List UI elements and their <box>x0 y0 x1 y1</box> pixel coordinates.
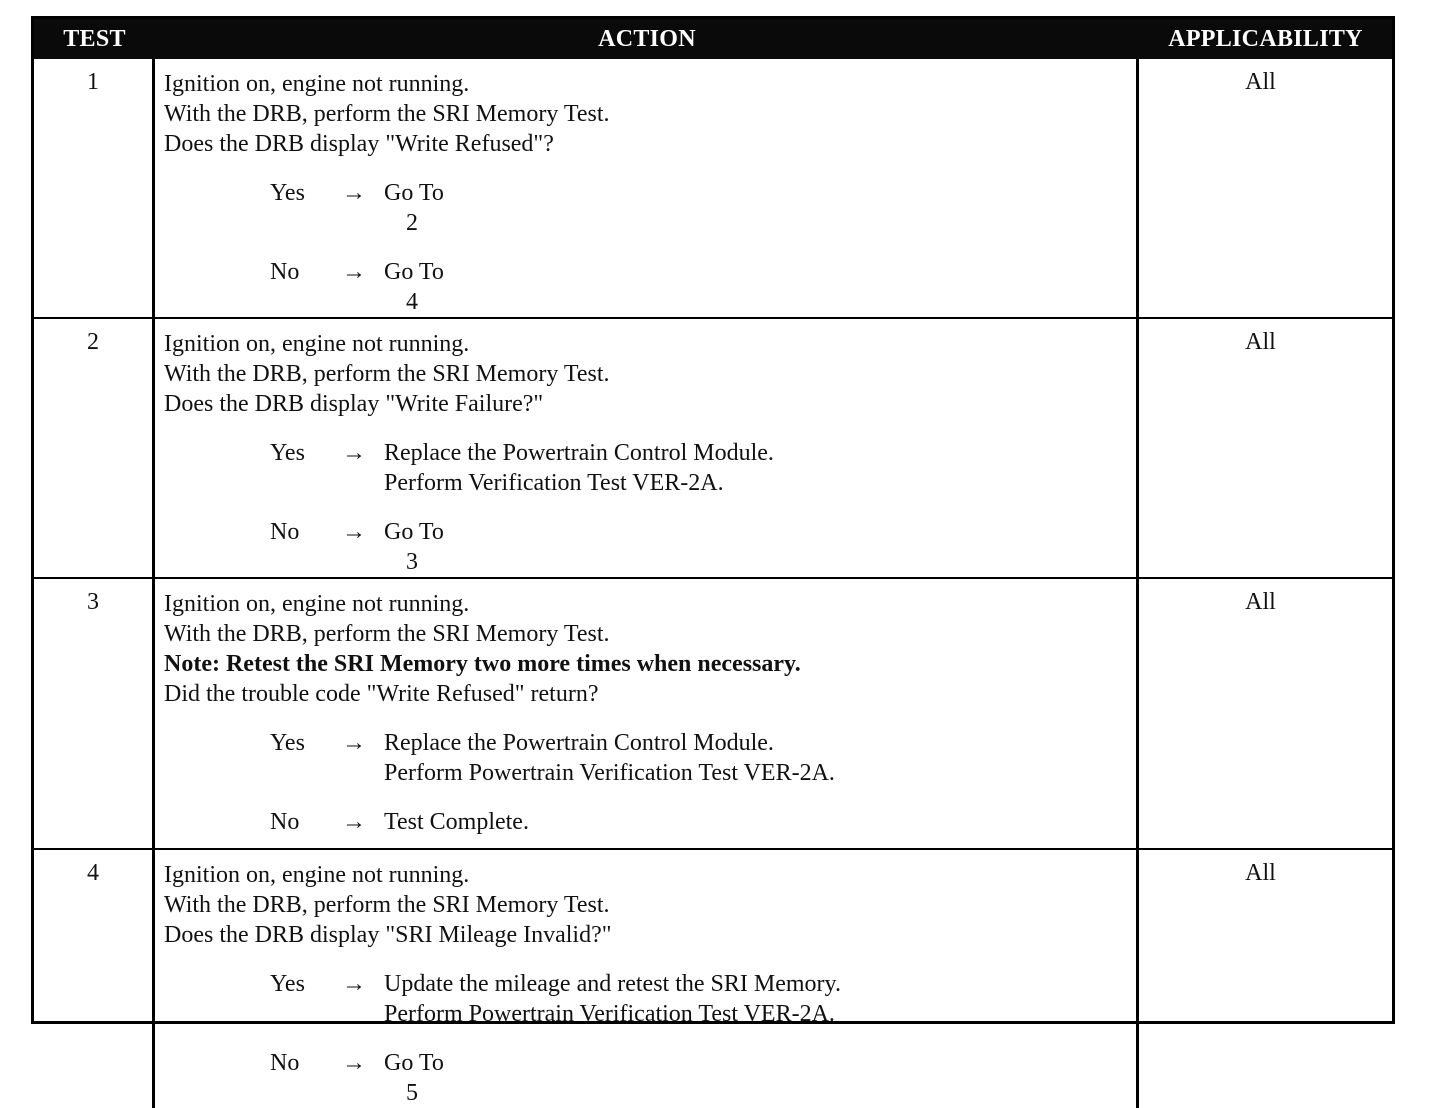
right-arrow-icon: → <box>342 1050 366 1076</box>
no-label: No <box>270 259 300 285</box>
no-label: No <box>270 519 300 545</box>
test-number: 4 <box>34 850 155 1108</box>
action-line: With the DRB, perform the SRI Memory Test. <box>164 892 610 918</box>
goto-number: 2 <box>406 210 418 236</box>
no-label: No <box>270 809 300 835</box>
goto-text: Go To <box>384 519 444 545</box>
table-row <box>34 59 1392 317</box>
right-arrow-icon: → <box>342 180 366 206</box>
yes-outcome <box>270 969 1136 1029</box>
action-line: Does the DRB display "Write Refused"? <box>164 131 554 157</box>
note-line: Note: Retest the SRI Memory two more times when necessary. <box>164 651 801 677</box>
applicability-value: All <box>1245 589 1276 615</box>
no-goto <box>384 517 1136 577</box>
instruction-line: Perform Powertrain Verification Test VER-2A. <box>384 1001 835 1027</box>
test-number: 1 <box>34 59 155 317</box>
instruction-line: Perform Verification Test VER-2A. <box>384 470 724 496</box>
table-row <box>34 577 1392 848</box>
applicability-value: All <box>1245 329 1276 355</box>
yes-label: Yes <box>270 440 305 466</box>
instruction-line: Replace the Powertrain Control Module. <box>384 440 774 466</box>
applicability-value: All <box>1245 69 1276 95</box>
table-header <box>34 19 1392 59</box>
no-outcome <box>270 1048 1136 1108</box>
right-arrow-icon: → <box>342 259 366 285</box>
yes-label: Yes <box>270 971 305 997</box>
no-label: No <box>270 1050 300 1076</box>
header-applicability: APPLICABILITY <box>1168 25 1363 52</box>
yes-goto <box>384 178 1136 238</box>
no-goto <box>384 257 1136 317</box>
right-arrow-icon: → <box>342 809 366 835</box>
goto-text: Go To <box>384 1050 444 1076</box>
no-outcome <box>270 257 1136 317</box>
action-line: Ignition on, engine not running. <box>164 862 470 888</box>
goto-text: Go To <box>384 180 444 206</box>
action-cell <box>155 579 1139 848</box>
action-line: Does the DRB display "SRI Mileage Invalid?" <box>164 922 612 948</box>
action-line: Did the trouble code "Write Refused" return? <box>164 681 599 707</box>
test-number: 2 <box>34 319 155 577</box>
yes-label: Yes <box>270 180 305 206</box>
instruction-line: Perform Powertrain Verification Test VER-2A. <box>384 760 835 786</box>
action-line: With the DRB, perform the SRI Memory Test. <box>164 621 610 647</box>
instruction-line: Test Complete. <box>384 809 529 835</box>
action-cell <box>155 319 1139 577</box>
right-arrow-icon: → <box>342 730 366 756</box>
instruction-line: Replace the Powertrain Control Module. <box>384 730 774 756</box>
no-outcome <box>270 807 1136 837</box>
action-line: Does the DRB display "Write Failure?" <box>164 391 544 417</box>
goto-number: 3 <box>406 549 418 575</box>
goto-number: 4 <box>406 289 418 315</box>
yes-outcome <box>270 178 1136 238</box>
yes-instruction <box>384 728 1136 788</box>
applicability-value: All <box>1245 860 1276 886</box>
action-line: Ignition on, engine not running. <box>164 71 470 97</box>
header-action: ACTION <box>598 25 696 52</box>
right-arrow-icon: → <box>342 519 366 545</box>
yes-instruction <box>384 438 1136 498</box>
goto-number: 5 <box>406 1080 418 1106</box>
action-line: With the DRB, perform the SRI Memory Test. <box>164 101 610 127</box>
yes-instruction <box>384 969 1136 1029</box>
no-goto <box>384 1048 1136 1108</box>
test-number: 3 <box>34 579 155 848</box>
action-line: Ignition on, engine not running. <box>164 591 470 617</box>
table-row <box>34 317 1392 577</box>
yes-label: Yes <box>270 730 305 756</box>
table-row <box>34 848 1392 1108</box>
instruction-line: Update the mileage and retest the SRI Memory. <box>384 971 841 997</box>
header-test: TEST <box>63 25 126 52</box>
action-line: With the DRB, perform the SRI Memory Test. <box>164 361 610 387</box>
yes-outcome <box>270 728 1136 788</box>
no-instruction <box>384 807 1136 837</box>
action-cell <box>155 59 1139 317</box>
goto-text: Go To <box>384 259 444 285</box>
action-cell <box>155 850 1139 1108</box>
action-line: Ignition on, engine not running. <box>164 331 470 357</box>
yes-outcome <box>270 438 1136 498</box>
diagnostic-test-table <box>31 16 1395 1106</box>
no-outcome <box>270 517 1136 577</box>
right-arrow-icon: → <box>342 440 366 466</box>
right-arrow-icon: → <box>342 971 366 997</box>
